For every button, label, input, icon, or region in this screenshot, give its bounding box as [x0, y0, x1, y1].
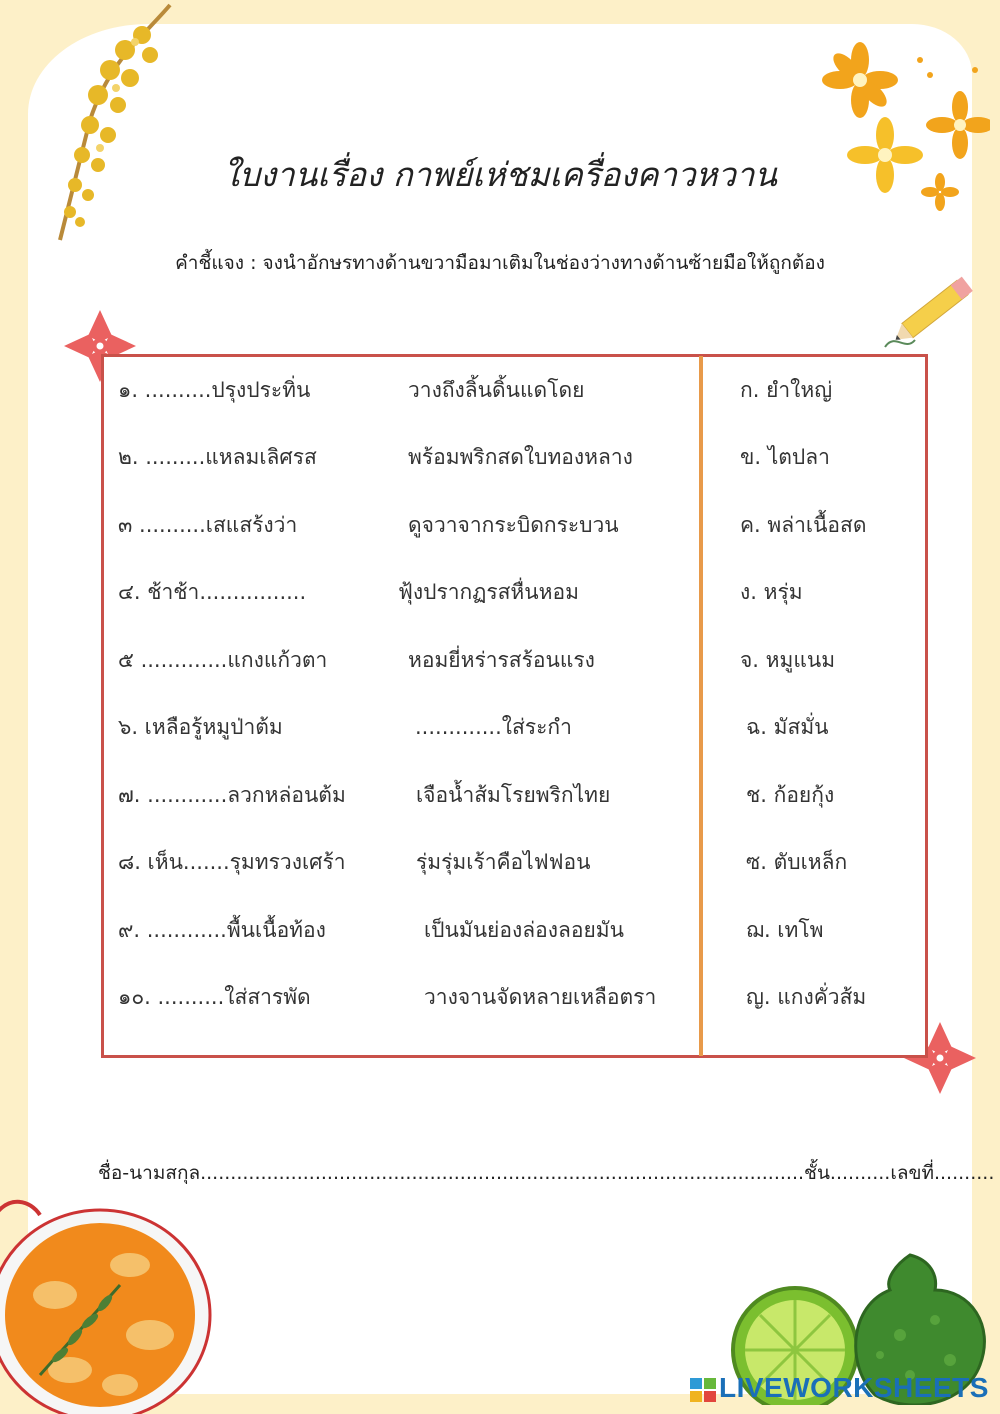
- answer-option: ญ. แกงคั่วส้ม: [746, 985, 867, 1009]
- worksheet-title: ใบงานเรื่อง กาพย์เห่ชมเครื่องคาวหวาน: [223, 155, 777, 194]
- middle-item[interactable]: .............ใส่ระกำ: [415, 715, 572, 739]
- middle-item: รุ่มรุ่มเร้าคือไฟฟอน: [416, 850, 591, 874]
- left-item[interactable]: ๙. ............พื้นเนื้อท้อง: [118, 918, 326, 942]
- curry-bowl-decoration: [0, 1175, 230, 1414]
- answer-option: ก. ยำใหญ่: [740, 378, 833, 402]
- answer-option: ฉ. มัสมั่น: [746, 715, 829, 739]
- golden-shower-flowers-decoration: [30, 0, 180, 250]
- left-item[interactable]: ๕ .............แกงแก้วตา: [118, 648, 328, 672]
- answer-option: ค. พล่าเนื้อสด: [740, 513, 867, 537]
- answer-option: ฌ. เทโพ: [746, 918, 824, 942]
- watermark-text: LIVEWORKSHEETS: [719, 1372, 989, 1403]
- middle-item: ฟุ้งปรากฏรสหื่นหอม: [398, 580, 579, 604]
- middle-item: ดูจวาจากระบิดกระบวน: [408, 513, 619, 537]
- student-info-line[interactable]: ชื่อ-นามสกุล....................................................................................................ชั้น..........เลขที่..........: [98, 1162, 995, 1184]
- middle-item: วางจานจัดหลายเหลือตรา: [424, 985, 657, 1009]
- middle-item: เจือน้ำส้มโรยพริกไทย: [416, 783, 611, 807]
- left-item[interactable]: ๘. เห็น.......รุมทรวงเศร้า: [118, 850, 346, 874]
- instruction-text: คำชี้แจง : จงนำอักษรทางด้านขวามือมาเติมในช่องว่างทางด้านซ้ายมือให้ถูกต้อง: [175, 252, 825, 274]
- middle-item: เป็นมันย่องล่องลอยมัน: [424, 918, 624, 942]
- middle-item: วางถึงลิ้นดิ้นแดโดย: [408, 378, 585, 402]
- middle-item: หอมยี่หร่ารสร้อนแรง: [408, 648, 595, 672]
- left-item[interactable]: ๑. ..........ปรุงประทิ่น: [118, 378, 311, 402]
- left-item[interactable]: ๗. ............ลวกหล่อนต้ม: [118, 783, 346, 807]
- answer-option: จ. หมูแนม: [740, 648, 836, 672]
- left-item[interactable]: ๓ ..........เสแสร้งว่า: [118, 513, 298, 537]
- middle-item: พร้อมพริกสดใบทองหลาง: [408, 445, 633, 469]
- column-divider: [699, 356, 703, 1056]
- answer-option: ข. ไตปลา: [740, 445, 830, 469]
- left-item[interactable]: ๔. ช้าช้า................: [118, 580, 307, 604]
- left-item: ๖. เหลือรู้หมูป่าต้ม: [118, 715, 283, 739]
- answer-option: ช. ก้อยกุ้ง: [746, 783, 835, 807]
- left-item[interactable]: ๒. .........แหลมเลิศรส: [118, 445, 317, 469]
- answer-option: ซ. ตับเหล็ก: [746, 850, 848, 874]
- left-item[interactable]: ๑๐. ..........ใส่สารพัด: [118, 985, 311, 1009]
- liveworksheets-logo-icon: [690, 1378, 716, 1402]
- answer-option: ง. หรุ่ม: [740, 580, 803, 604]
- liveworksheets-watermark: [690, 1372, 989, 1404]
